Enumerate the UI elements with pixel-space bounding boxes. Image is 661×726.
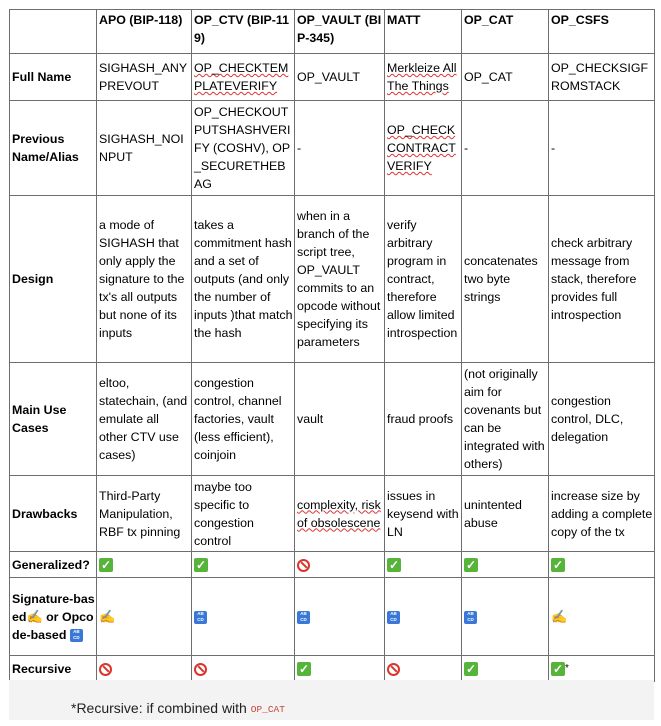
spellcheck-text: complexity, risk of obsolescene (297, 497, 381, 530)
icon-cell (295, 552, 385, 578)
column-header: APO (BIP-118) (97, 10, 192, 54)
icon-cell (295, 578, 385, 656)
table-cell: vault (295, 363, 385, 476)
table-cell: - (295, 101, 385, 196)
table-cell: (not originally aim for covenants but can be integrated with others) (462, 363, 549, 476)
check-icon: ✓ (552, 662, 564, 677)
check-icon: ✓ (465, 558, 477, 573)
table-row (10, 54, 655, 101)
icon-cell (462, 656, 549, 682)
table-cell (385, 101, 462, 196)
table-cell: eltoo, statechain, (and emulate all other CTV use cases) (97, 363, 192, 476)
table-cell: congestion control, DLC, delegation (549, 363, 655, 476)
icon-cell (385, 552, 462, 578)
table-cell: maybe too specific to congestion control (192, 476, 295, 552)
table-cell (385, 54, 462, 101)
abcd-icon (194, 611, 207, 624)
icon-cell (295, 656, 385, 682)
table-row (10, 552, 655, 578)
footnote-code: OP_CAT (250, 703, 285, 715)
table-cell: - (462, 101, 549, 196)
icon-cell (192, 656, 295, 682)
table-cell (295, 476, 385, 552)
table-cell: OP_CHECKSIGFROMSTACK (549, 54, 655, 101)
prohibited-icon (297, 559, 310, 572)
footnote-text: *Recursive: if combined with (71, 700, 247, 716)
abcd-icon (70, 629, 83, 642)
table-cell: OP_CHECKOUTPUTSHASHVERIFY (COSHV), OP_SECURETHEBAG (192, 101, 295, 196)
corner-cell (10, 10, 97, 54)
table-cell: - (549, 101, 655, 196)
icon-cell (462, 578, 549, 656)
table-cell: fraud proofs (385, 363, 462, 476)
check-icon: ✓ (298, 662, 310, 677)
footnote-marker: * (565, 662, 569, 674)
check-icon: ✓ (100, 558, 112, 573)
column-header: OP_VAULT (BIP-345) (295, 10, 385, 54)
writing-hand-icon: ✍ (551, 609, 568, 625)
footnote-box (9, 680, 654, 720)
row-header: Main Use Cases (10, 363, 97, 476)
column-header: OP_CAT (462, 10, 549, 54)
row-header: Drawbacks (10, 476, 97, 552)
prohibited-icon (194, 663, 207, 676)
row-header: Previous Name/Alias (10, 101, 97, 196)
table-cell: congestion control, channel factories, vault (less efficient), coinjoin (192, 363, 295, 476)
table-row (10, 101, 655, 196)
table-cell: unintented abuse (462, 476, 549, 552)
header-row (10, 10, 655, 54)
row-header: Full Name (10, 54, 97, 101)
abcd-icon (464, 611, 477, 624)
icon-cell (462, 552, 549, 578)
row-header-part: Signature-based (12, 591, 95, 624)
icon-cell (549, 552, 655, 578)
check-icon: ✓ (388, 558, 400, 573)
icon-cell (385, 656, 462, 682)
table-cell: OP_VAULT (295, 54, 385, 101)
table-row (10, 476, 655, 552)
table-cell: Third-Party Manipulation, RBF tx pinning (97, 476, 192, 552)
icon-cell (192, 552, 295, 578)
icon-cell (549, 656, 655, 682)
abcd-icon (387, 611, 400, 624)
covenant-comparison-table (9, 9, 655, 682)
row-header (10, 578, 97, 656)
column-header: OP_CTV (BIP-119) (192, 10, 295, 54)
writing-hand-icon: ✍ (26, 609, 43, 625)
footnote (71, 700, 285, 716)
icon-cell (97, 578, 192, 656)
icon-cell (97, 656, 192, 682)
table-row (10, 578, 655, 656)
table-cell: SIGHASH_ANYPREVOUT (97, 54, 192, 101)
abcd-icon (297, 611, 310, 624)
prohibited-icon (99, 663, 112, 676)
icon-cell (97, 552, 192, 578)
table-cell (192, 54, 295, 101)
row-header: Design (10, 196, 97, 363)
table-cell: concatenates two byte strings (462, 196, 549, 363)
table-cell: a mode of SIGHASH that only apply the signature to the tx's all outputs but none of its inputs (97, 196, 192, 363)
table-cell: check arbitrary message from stack, therefore provides full introspection (549, 196, 655, 363)
column-header: MATT (385, 10, 462, 54)
table-cell: when in a branch of the script tree, OP_VAULT commits to an opcode without specifying its parameters (295, 196, 385, 363)
check-icon: ✓ (465, 662, 477, 677)
table-cell: takes a commitment hash and a set of outputs (and only the number of inputs )that match the hash (192, 196, 295, 363)
table-cell: SIGHASH_NOINPUT (97, 101, 192, 196)
table-cell: issues in keysend with LN (385, 476, 462, 552)
check-icon: ✓ (195, 558, 207, 573)
table-row (10, 656, 655, 682)
prohibited-icon (387, 663, 400, 676)
table-cell: verify arbitrary program in contract, therefore allow limited introspection (385, 196, 462, 363)
icon-cell (192, 578, 295, 656)
spellcheck-text: OP_CHECKTEMPLATEVERIFY (194, 61, 289, 93)
spellcheck-text: Merkleize All The Things (387, 61, 457, 93)
table-cell: increase size by adding a complete copy of the tx (549, 476, 655, 552)
icon-cell (549, 578, 655, 656)
icon-cell (385, 578, 462, 656)
writing-hand-icon: ✍ (99, 609, 116, 625)
row-header-part: or Opcode-based (12, 609, 94, 642)
table-row (10, 196, 655, 363)
check-icon: ✓ (552, 558, 564, 573)
table-cell: OP_CAT (462, 54, 549, 101)
table-row (10, 363, 655, 476)
row-header: Generalized? (10, 552, 97, 578)
column-header: OP_CSFS (549, 10, 655, 54)
spellcheck-text: OP_CHECKCONTRACTVERIFY (387, 123, 456, 173)
row-header: Recursive (10, 656, 97, 682)
